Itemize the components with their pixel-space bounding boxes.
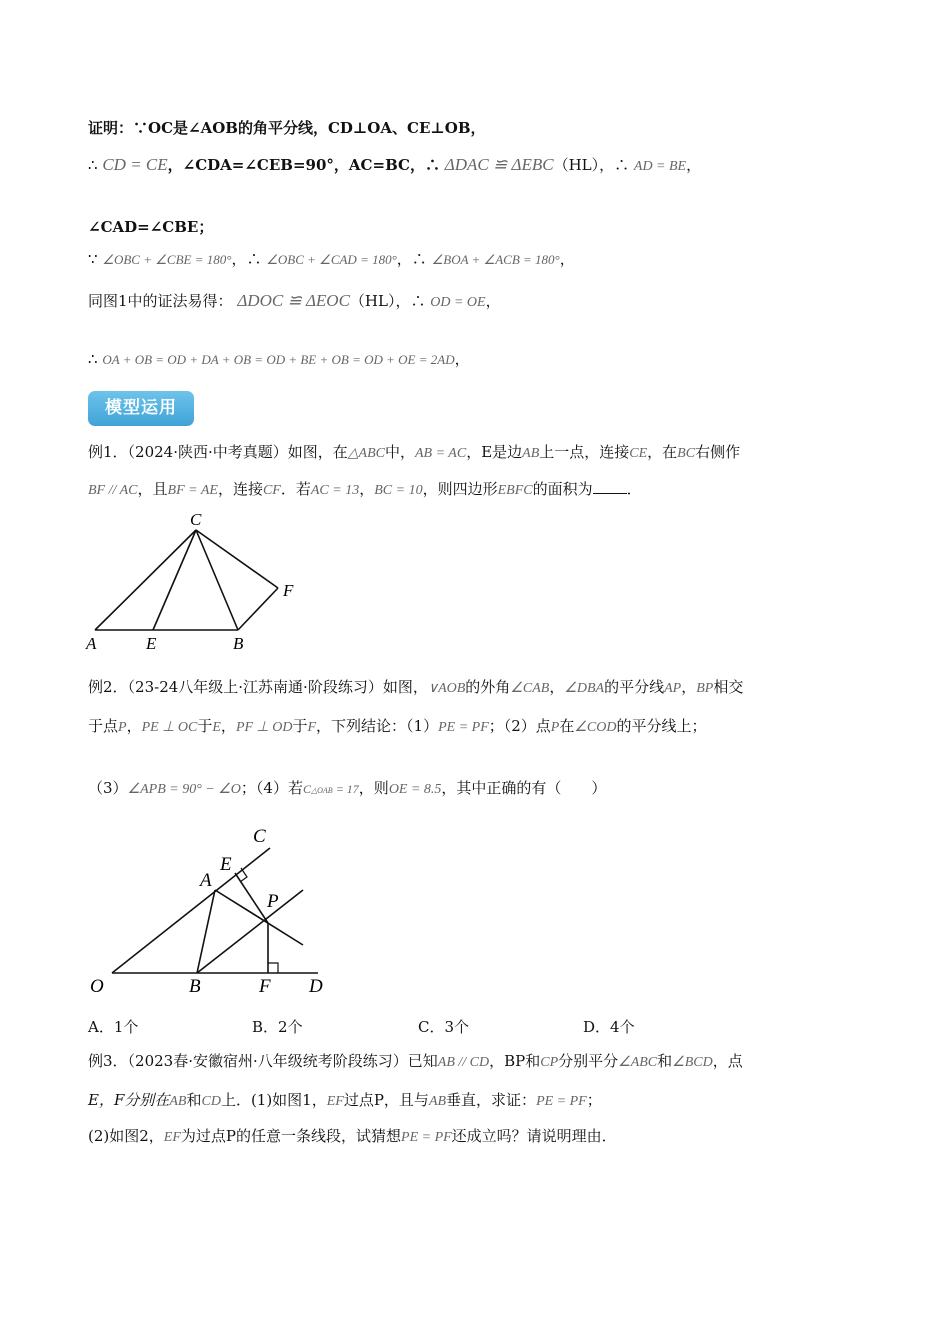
point-label-o: O <box>90 976 104 997</box>
point-label-e: E <box>146 634 157 653</box>
formula-congruent-dac-ebc: ΔDAC ≌ ΔEBC <box>444 155 554 174</box>
formula: AB <box>428 1094 447 1109</box>
formula-congruent-doc-eoc: ΔDOC ≌ ΔEOC <box>237 291 350 310</box>
ex3-text: ，点 <box>712 1052 743 1070</box>
formula: CE <box>629 446 648 461</box>
formula: EBFC <box>497 483 533 498</box>
ex3-text: 过点P，且与 <box>343 1091 429 1109</box>
formula: CF <box>262 483 281 498</box>
formula: F <box>307 720 317 735</box>
proof-text: （HL），∴ <box>349 292 426 310</box>
ex1-text: 中， <box>384 443 415 461</box>
ex3-text: 为过点P的任意一条线段，试猜想 <box>180 1127 402 1145</box>
option-a[interactable]: A．1个 <box>88 1018 139 1036</box>
proof-text: ， <box>485 292 501 310</box>
right-angle-mark-f <box>268 963 278 973</box>
formula: CD <box>201 1094 221 1109</box>
proof-line-6 <box>88 348 470 371</box>
ex1-line-2 <box>88 478 642 502</box>
formula: ∠DBA <box>564 681 605 696</box>
formula: BP <box>696 681 714 696</box>
ex3-text: 垂直，求证： <box>446 1091 537 1109</box>
ex1-text: ，且 <box>137 480 168 498</box>
ex1-text: 例1．（2024·陕西·中考真题）如图，在 <box>88 443 348 461</box>
segment-ce <box>153 530 196 630</box>
formula-subscript: △OAB <box>310 786 333 795</box>
ex1-text: ， <box>359 480 375 498</box>
ex1-figure <box>80 505 310 655</box>
point-label-b: B <box>233 634 244 653</box>
option-c[interactable]: C．3个 <box>418 1018 470 1036</box>
ex2-text: 的平分线 <box>604 678 665 696</box>
proof-text: （HL），∴ <box>553 156 630 174</box>
ex2-text: 例2．（23-24八年级上·江苏南通·阶段练习）如图， <box>88 678 428 696</box>
proof-text: ， <box>454 350 470 368</box>
formula: EF <box>163 1130 181 1145</box>
point-label-b: B <box>189 976 201 997</box>
proof-line-1: 证明：∵OC是∠AOB的角平分线，CD⊥OA、CE⊥OB， <box>88 119 486 137</box>
formula: EF <box>326 1094 344 1109</box>
ex1-line-1 <box>88 441 740 465</box>
ex1-text: ，在 <box>647 443 678 461</box>
ex2-line-2 <box>88 715 707 739</box>
formula: ∠COD <box>574 720 617 735</box>
segment-pe <box>235 873 268 923</box>
formula: ∠APB = 90° − ∠O <box>127 782 241 797</box>
formula-boa-acb: ∠BOA + ∠ACB = 180° <box>431 252 560 267</box>
formula: △ABC <box>347 446 385 461</box>
formula: AC = 13 <box>310 483 360 498</box>
ex2-text: ，则 <box>358 779 389 797</box>
therefore-symbol: ∴ <box>88 350 98 368</box>
proof-text: ，∴ <box>231 250 262 268</box>
ex1-text: ． <box>626 480 642 498</box>
formula: AB <box>522 446 540 461</box>
proof-text: ，∠CDA=∠CEB=90°，AC=BC，∴ <box>167 156 440 174</box>
formula: ∠ABC <box>618 1055 658 1070</box>
proof-text: ， <box>686 156 702 174</box>
ex3-line-1 <box>88 1050 743 1074</box>
ex3-text: 分别平分 <box>558 1052 619 1070</box>
ex1-text: 的面积为 <box>532 480 593 498</box>
formula-oa-ob-sum: OA + OB = OD + DA + OB = OD + BE + OB = OD + OE = 2AD <box>102 352 455 367</box>
proof-line-4 <box>88 248 575 271</box>
ex2-line-1 <box>88 676 743 700</box>
formula: PE ⊥ OC <box>141 720 198 735</box>
formula: CP <box>540 1055 559 1070</box>
line-ap-extended <box>215 890 303 945</box>
ex2-text: 于点 <box>88 717 119 735</box>
ex3-text: 还成立吗？请说明理由． <box>451 1127 617 1145</box>
point-label-f: F <box>283 581 294 600</box>
ex2-text: 在 <box>559 717 575 735</box>
formula: AB <box>169 1094 187 1109</box>
formula-cd-ce: CD = CE <box>102 155 168 174</box>
formula: BF // AC <box>88 483 138 498</box>
ex3-text: 例3．（2023春·安徽宿州·八年级统考阶段练习）已知 <box>88 1052 438 1070</box>
formula: P <box>118 720 127 735</box>
ex2-text: ， <box>681 678 697 696</box>
proof-text: ， <box>559 250 575 268</box>
formula-obc-cbe: ∠OBC + ∠CBE = 180° <box>102 252 232 267</box>
formula: PE = PF <box>438 720 489 735</box>
formula-obc-cad: ∠OBC + ∠CAD = 180° <box>266 252 397 267</box>
segment-bf <box>238 588 278 630</box>
section-badge: 模型运用 <box>88 391 194 426</box>
point-label-p: P <box>267 891 279 912</box>
answer-blank <box>593 479 627 494</box>
ex2-text: ；（2）点 <box>488 717 551 735</box>
therefore-symbol: ∴ <box>88 156 98 174</box>
formula: AB = AC <box>415 446 467 461</box>
point-label-a: A <box>200 870 212 891</box>
ex3-line-2 <box>88 1089 602 1113</box>
formula: P <box>550 720 560 735</box>
ex2-text: ，下列结论：（1） <box>316 717 439 735</box>
ex2-line-3 <box>88 777 606 802</box>
ex2-figure <box>85 818 345 1000</box>
ex2-text: ， <box>220 717 236 735</box>
ex2-text: 的平分线上； <box>616 717 707 735</box>
formula: = 17 <box>332 782 359 796</box>
point-label-c: C <box>253 826 266 847</box>
ex2-text: ，其中正确的有（ ） <box>441 779 607 797</box>
ex2-text: （3） <box>88 779 128 797</box>
ex3-text: E，F分别在 <box>88 1091 170 1109</box>
ex3-text: (2)如图2， <box>88 1127 164 1145</box>
option-b[interactable]: B．2个 <box>252 1018 303 1036</box>
formula: PE = PF <box>401 1130 452 1145</box>
ex1-text: ．若 <box>280 480 311 498</box>
point-label-c: C <box>190 510 202 529</box>
ex2-text: 于 <box>292 717 308 735</box>
proof-line-3: ∠CAD=∠CBE； <box>88 218 214 236</box>
proof-line-2 <box>88 154 701 178</box>
proof-text: 同图1中的证法易得： <box>88 292 233 310</box>
point-label-d: D <box>309 976 323 997</box>
ex1-text: ，E是边 <box>466 443 523 461</box>
formula: ∠CAB <box>510 681 550 696</box>
formula: PE = PF <box>536 1094 587 1109</box>
ex3-text: ； <box>586 1091 602 1109</box>
point-label-e: E <box>220 854 232 875</box>
formula: AP <box>664 681 682 696</box>
formula: PF ⊥ OD <box>235 720 293 735</box>
ex1-text: 右侧作 <box>695 443 741 461</box>
ex2-text: 的外角 <box>465 678 511 696</box>
ex3-text: 和 <box>186 1091 202 1109</box>
formula: BF = AE <box>167 483 218 498</box>
point-label-a: A <box>86 634 97 653</box>
ex3-line-3 <box>88 1125 617 1149</box>
formula-ad-be: AD = BE <box>633 159 687 174</box>
formula: OE = 8.5 <box>388 782 442 797</box>
segment-ac <box>95 530 196 630</box>
formula: BC <box>677 446 696 461</box>
proof-text: ，∴ <box>396 250 427 268</box>
ex2-text: ， <box>126 717 142 735</box>
option-d[interactable]: D．4个 <box>583 1018 635 1036</box>
ex3-text: 上．(1)如图1， <box>220 1091 327 1109</box>
because-symbol: ∵ <box>88 250 98 268</box>
formula: ∠BCD <box>672 1055 713 1070</box>
formula: AB // CD <box>437 1055 490 1070</box>
ex2-text: 于 <box>197 717 213 735</box>
ex2-text: ， <box>549 678 565 696</box>
ex3-text: ，BP和 <box>489 1052 541 1070</box>
formula: BC = 10 <box>374 483 423 498</box>
ex1-text: 上一点，连接 <box>539 443 630 461</box>
ex1-text: ，连接 <box>217 480 263 498</box>
formula-od-oe: OD = OE <box>430 295 486 310</box>
formula: C <box>302 782 311 796</box>
ex2-text: ；（4）若 <box>240 779 303 797</box>
point-label-f: F <box>259 976 271 997</box>
ex3-text: 和 <box>657 1052 673 1070</box>
formula: E <box>212 720 221 735</box>
formula: ∨AOB <box>427 681 466 696</box>
ex1-text: ，则四边形 <box>422 480 498 498</box>
proof-line-5 <box>88 290 501 314</box>
ex2-text: 相交 <box>713 678 744 696</box>
